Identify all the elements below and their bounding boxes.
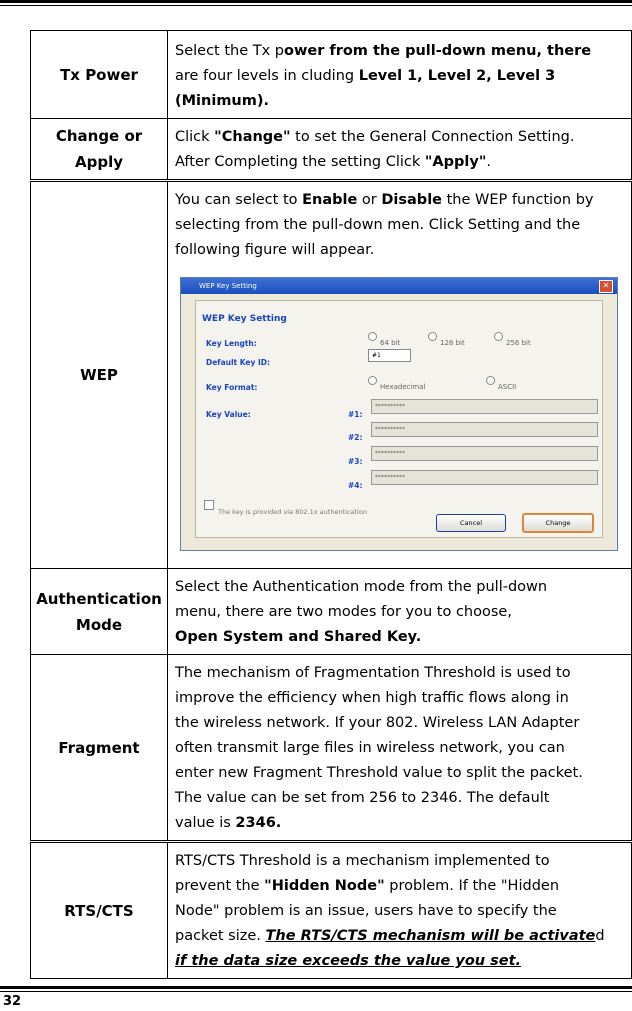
- radio-64bit-label: 64 bit: [380, 339, 401, 347]
- row-label: RTS/CTS: [31, 842, 168, 979]
- radio-ascii[interactable]: [486, 376, 495, 385]
- key2-input[interactable]: **********: [371, 422, 598, 437]
- radio-256bit[interactable]: [494, 332, 503, 341]
- dialog-body: [195, 300, 603, 538]
- table-row-change-apply: [31, 119, 632, 181]
- key4-label: #4:: [348, 481, 363, 490]
- 8021x-checkbox-label: The key is provided via 802.1x authentication: [218, 508, 367, 516]
- row-description: You can select to Enable or Disable the WEP function by selecting from the pull-down men. Click Setting and the following figure will appear. WEP Key Setting ✕ WEP Key Setting Key Length: 64 bit 128 bit 256 bit Default Key ID: #1 Key Format: Hexadecimal ASCII Key Value: #1: ********** #2: ********** #3: ********** #4: ********** The key is provided via 802.1x authentication Cancel Change: [168, 181, 632, 569]
- page-number: 32: [3, 994, 22, 1009]
- radio-ascii-label: ASCII: [498, 383, 517, 391]
- default-key-label: Default Key ID:: [206, 358, 271, 367]
- radio-64bit[interactable]: [368, 332, 377, 341]
- change-button[interactable]: Change: [522, 513, 594, 533]
- dialog-heading: WEP Key Setting: [202, 314, 287, 324]
- table-row-authentication: [31, 569, 632, 655]
- row-label: Tx Power: [31, 31, 168, 119]
- row-description: RTS/CTS Threshold is a mechanism implemented to prevent the "Hidden Node" problem. If the "Hidden Node" problem is an issue, users have to specify the packet size. The RTS/CTS mechanism will be activated if the data size exceeds the value you set.: [168, 842, 632, 979]
- table-row-tx-power: [31, 31, 632, 119]
- row-label: Change or Apply: [31, 119, 168, 181]
- row-label: Authentication Mode: [31, 569, 168, 655]
- table-row-fragment: [31, 655, 632, 842]
- footer-rule: [0, 986, 632, 989]
- key-value-label: Key Value:: [206, 410, 251, 419]
- key-format-label: Key Format:: [206, 383, 258, 392]
- radio-hex-label: Hexadecimal: [380, 383, 426, 391]
- row-label: WEP: [31, 181, 168, 569]
- row-description: Select the Authentication mode from the pull-down menu, there are two modes for you to choose, Open System and Shared Key.: [168, 569, 632, 655]
- row-description: The mechanism of Fragmentation Threshold is used to improve the efficiency when high traffic flows along in the wireless network. If your 802. Wireless LAN Adapter often transmit large files in wireless network, you can enter new Fragment Threshold value to split the packet. The value can be set from 256 to 2346. The default value is 2346.: [168, 655, 632, 842]
- table-row-rts-cts: [31, 842, 632, 979]
- dialog-titlebar: WEP Key Setting ✕: [181, 278, 617, 294]
- top-rule: [0, 0, 632, 3]
- key3-input[interactable]: **********: [371, 446, 598, 461]
- settings-table: [30, 30, 632, 979]
- radio-128bit[interactable]: [428, 332, 437, 341]
- row-label: Fragment: [31, 655, 168, 842]
- wep-dialog-screenshot: [180, 277, 618, 551]
- radio-hex[interactable]: [368, 376, 377, 385]
- key1-input[interactable]: **********: [371, 399, 598, 414]
- radio-128bit-label: 128 bit: [440, 339, 465, 347]
- default-key-select[interactable]: #1: [368, 349, 411, 362]
- top-rule-thin: [0, 5, 632, 6]
- key1-label: #1:: [348, 410, 363, 419]
- key-length-label: Key Length:: [206, 339, 257, 348]
- key4-input[interactable]: **********: [371, 470, 598, 485]
- 8021x-checkbox[interactable]: [204, 500, 214, 510]
- key2-label: #2:: [348, 433, 363, 442]
- row-description: Select the Tx power from the pull-down menu, there are four levels in cluding Level 1, Level 2, Level 3 (Minimum).: [168, 31, 632, 119]
- cancel-button[interactable]: Cancel: [436, 514, 506, 532]
- footer-rule-thin: [0, 991, 632, 992]
- table-row-wep: [31, 181, 632, 569]
- close-icon[interactable]: ✕: [599, 280, 613, 293]
- radio-256bit-label: 256 bit: [506, 339, 531, 347]
- key3-label: #3:: [348, 457, 363, 466]
- row-description: Click "Change" to set the General Connection Setting. After Completing the setting Click "Apply".: [168, 119, 632, 181]
